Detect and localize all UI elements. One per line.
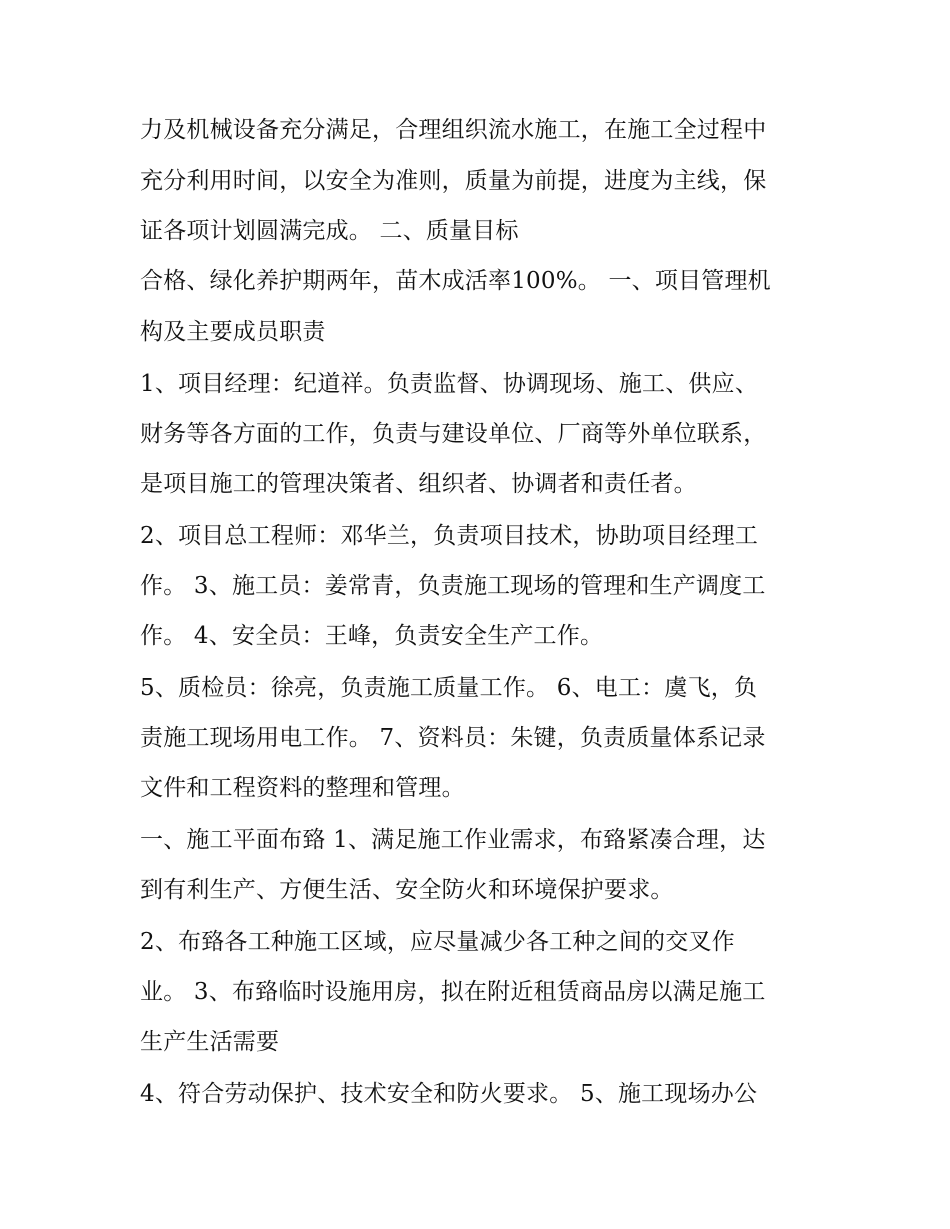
text-line: 4、符合劳动保护、技术安全和防火要求。 5、施工现场办公 — [140, 1081, 758, 1107]
text-line: 是项目施工的管理决策者、组织者、协调者和责任者。 — [140, 471, 697, 497]
text-line: 1、项目经理：纪道祥。负责监督、协调现场、施工、供应、 — [140, 371, 759, 397]
text-line: 作。 3、施工员：姜常青，负责施工现场的管理和生产调度工 — [140, 573, 766, 599]
text-line: 5、质检员：徐亮，负责施工质量工作。 6、电工：虞飞，负 — [140, 675, 758, 701]
text-line: 业。 3、布臵临时设施用房，拟在附近租赁商品房以满足施工 — [140, 979, 766, 1005]
text-line: 构及主要成员职责 — [140, 319, 326, 345]
text-line: 到有利生产、方便生活、安全防火和环境保护要求。 — [140, 877, 674, 903]
text-line: 生产生活需要 — [140, 1029, 280, 1055]
text-line: 责施工现场用电工作。 7、资料员：朱键，负责质量体系记录 — [140, 725, 766, 751]
text-line: 2、布臵各工种施工区域，应尽量减少各工种之间的交叉作 — [140, 929, 735, 955]
text-line: 一、施工平面布臵 1、满足施工作业需求，布臵紧凑合理，达 — [140, 827, 766, 853]
text-line: 作。 4、安全员：王峰，负责安全生产工作。 — [140, 623, 604, 649]
text-line: 力及机械设备充分满足，合理组织流水施工，在施工全过程中 — [140, 117, 767, 143]
text-line: 文件和工程资料的整理和管理。 — [140, 775, 465, 801]
text-line: 充分利用时间，以安全为准则，质量为前提，进度为主线，保 — [140, 168, 767, 194]
text-line: 财务等各方面的工作，负责与建设单位、厂商等外单位联系， — [140, 421, 767, 447]
text-line: 2、项目总工程师：邓华兰，负责项目技术，协助项目经理工 — [140, 523, 759, 549]
text-line: 合格、绿化养护期两年，苗木成活率100%。 一、项目管理机 — [140, 268, 771, 294]
text-line: 证各项计划圆满完成。 二、质量目标 — [140, 218, 519, 244]
